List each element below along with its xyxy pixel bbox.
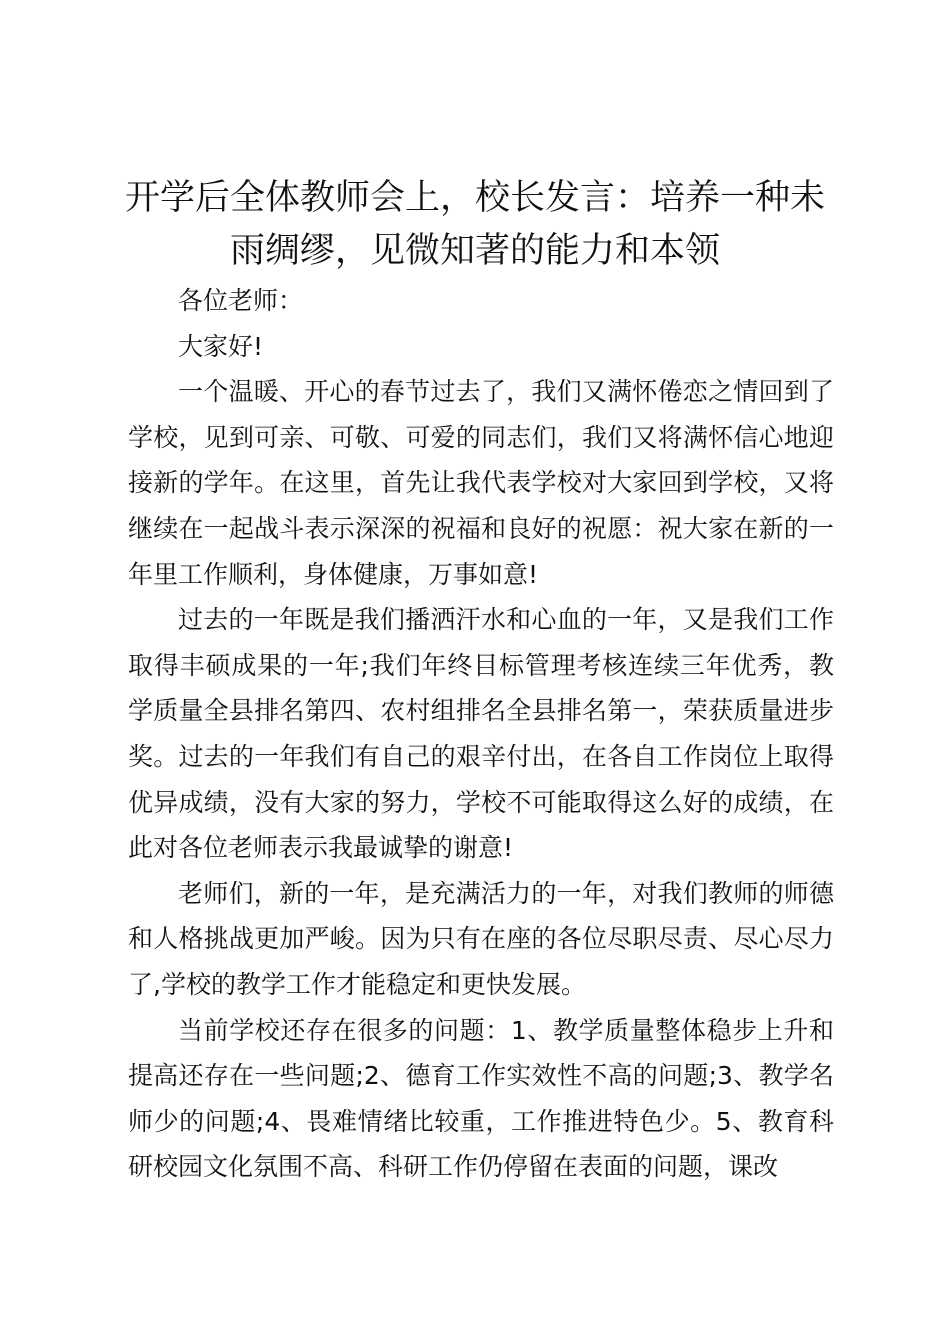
- paragraph-2: 过去的一年既是我们播洒汗水和心血的一年，又是我们工作取得丰硕成果的一年;我们年终目标管理考核连续三年优秀，教学质量全县排名第四、农村组排名全县排名第一，荣获质量进步奖。过去的一年我们有自己的艰辛付出，在各自工作岗位上取得优异成绩，没有大家的努力，学校不可能取得这么好的成绩，在此对各位老师表示我最诚挚的谢意!: [128, 605, 834, 863]
- paragraph-3: 老师们，新的一年，是充满活力的一年，对我们教师的师德和人格挑战更加严峻。因为只有在座的各位尽职尽责、尽心尽力了,学校的教学工作才能稳定和更快发展。: [128, 878, 834, 999]
- paragraph-1: 一个温暖、开心的春节过去了，我们又满怀倦恋之情回到了学校，见到可亲、可敬、可爱的同志们，我们又将满怀信心地迎接新的学年。在这里，首先让我代表学校对大家回到学校，又将继续在一起战斗表示深深的祝福和良好的祝愿：祝大家在新的一年里工作顺利，身体健康，万事如意!: [128, 377, 834, 589]
- paragraph-4: 当前学校还存在很多的问题：1、教学质量整体稳步上升和提高还存在一些问题;2、德育工作实效性不高的问题;3、教学名师少的问题;4、畏难情绪比较重，工作推进特色少。5、教育科研校园文化氛围不高、科研工作仍停留在表面的问题，课改: [128, 1015, 834, 1182]
- title-line-2: 雨绸缪，见微知著的能力和本领: [229, 231, 720, 271]
- salutation: 各位老师：: [178, 286, 304, 315]
- document-body: [128, 278, 834, 1190]
- greeting: 大家好!: [178, 331, 264, 361]
- title-line-1: 开学后全体教师会上，校长发言：培养一种未: [124, 178, 825, 218]
- document-title: [100, 172, 850, 278]
